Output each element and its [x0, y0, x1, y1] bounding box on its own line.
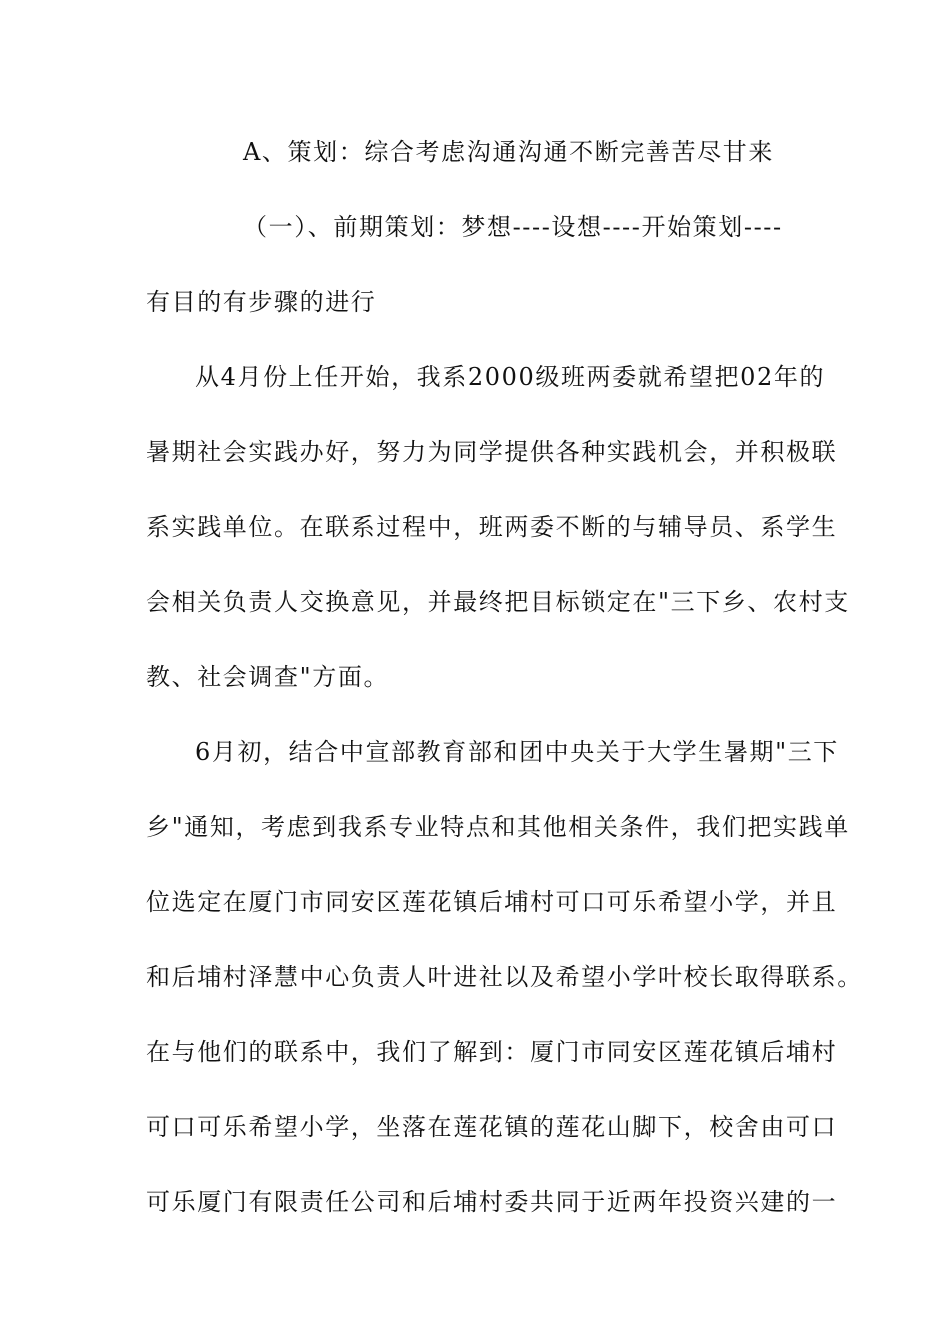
subsection-heading-line-1: （一）、前期策划：梦想----设想----开始策划----: [243, 213, 783, 241]
section-heading: A、策划：综合考虑沟通沟通不断完善苦尽甘来: [243, 138, 774, 166]
paragraph-2-line-6: 可口可乐希望小学，坐落在莲花镇的莲花山脚下，校舍由可口: [146, 1113, 838, 1141]
paragraph-2-line-1: 6月初，结合中宣部教育部和团中央关于大学生暑期"三下: [195, 738, 839, 766]
paragraph-1-line-2: 暑期社会实践办好，努力为同学提供各种实践机会，并积极联: [146, 438, 838, 466]
paragraph-1-line-1: 从4月份上任开始，我系2000级班两委就希望把02年的: [195, 363, 826, 391]
paragraph-1-line-5: 教、社会调查"方面。: [146, 663, 390, 691]
paragraph-2-line-3: 位选定在厦门市同安区莲花镇后埔村可口可乐希望小学，并且: [146, 888, 838, 916]
paragraph-1-line-3: 系实践单位。在联系过程中，班两委不断的与辅导员、系学生: [146, 513, 838, 541]
paragraph-2-line-7: 可乐厦门有限责任公司和后埔村委共同于近两年投资兴建的一: [146, 1188, 838, 1216]
subsection-heading-line-2: 有目的有步骤的进行: [146, 288, 377, 316]
paragraph-2-line-5: 在与他们的联系中，我们了解到：厦门市同安区莲花镇后埔村: [146, 1038, 838, 1066]
paragraph-2-line-4: 和后埔村泽慧中心负责人叶进社以及希望小学叶校长取得联系。: [146, 963, 863, 991]
paragraph-1-line-4: 会相关负责人交换意见，并最终把目标锁定在"三下乡、农村支: [146, 588, 850, 616]
paragraph-2-line-2: 乡"通知，考虑到我系专业特点和其他相关条件，我们把实践单: [146, 813, 850, 841]
